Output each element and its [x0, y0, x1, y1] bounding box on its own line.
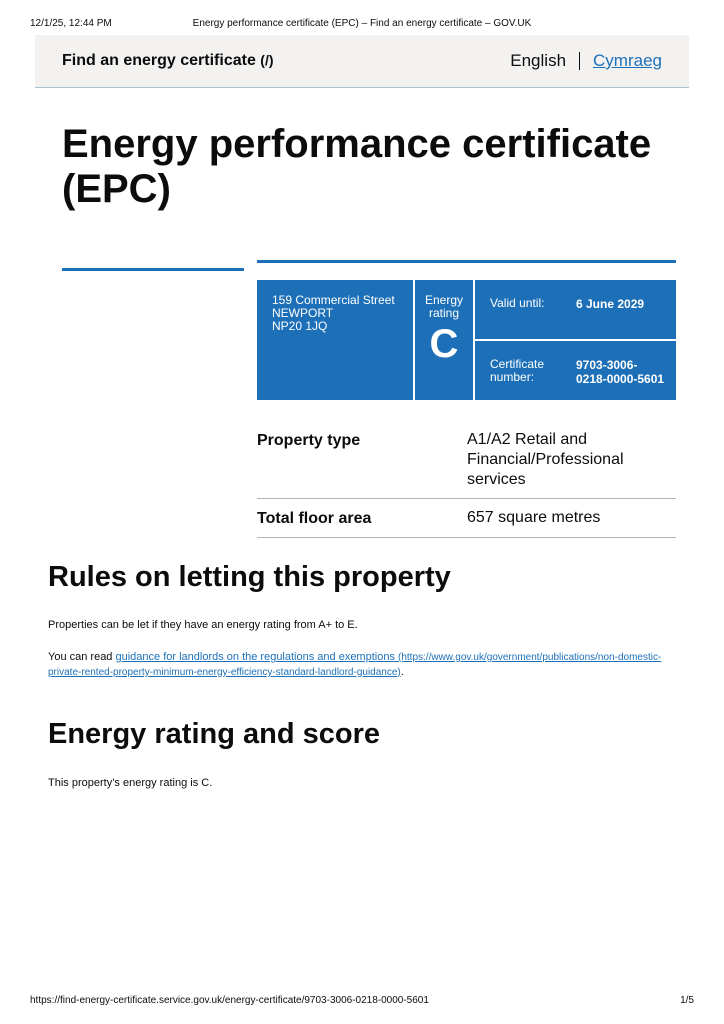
- guidance-link-url: (https://www.gov.uk/government/publications/non-domestic-private-rented-property-minimum-energy-efficiency-standard-landlord-guidance): [48, 652, 662, 678]
- guidance-link[interactable]: [48, 651, 661, 678]
- page-title: Energy performance certificate (EPC): [62, 122, 652, 211]
- rating-letter: C: [429, 322, 459, 366]
- energy-rating-heading: Energy rating and score: [48, 718, 380, 750]
- valid-until-value: 6 June 2029: [576, 297, 645, 311]
- lang-welsh-link[interactable]: Cymraeg: [593, 51, 662, 70]
- property-details: [257, 420, 676, 538]
- guidance-prefix: You can read: [48, 651, 116, 663]
- floor-area-value: 657 square metres: [467, 509, 601, 526]
- energy-rating-box: [415, 280, 473, 400]
- site-header: [35, 35, 689, 88]
- floor-area-label: Total floor area: [257, 510, 372, 527]
- lang-separator: [579, 52, 580, 70]
- property-type-value: A1/A2 Retail and Financial/Professional services: [467, 431, 624, 488]
- certificate-number-box: [475, 341, 676, 400]
- address-line-3: NP20 1JQ: [272, 319, 328, 333]
- print-datetime: 12/1/25, 12:44 PM: [30, 18, 112, 29]
- service-name-link[interactable]: [62, 52, 274, 70]
- certificate-summary: [257, 280, 676, 400]
- address-line-1: 159 Commercial Street: [272, 293, 395, 307]
- right-divider: [257, 260, 676, 263]
- property-type-row: [257, 420, 676, 499]
- guidance-suffix: .: [400, 666, 404, 678]
- certificate-number-label: [490, 358, 544, 384]
- lang-english: English: [510, 51, 567, 70]
- service-name: Find an energy certificate: [62, 52, 256, 69]
- property-type-label: Property type: [257, 432, 361, 449]
- floor-area-row: [257, 499, 676, 538]
- print-url: https://find-energy-certificate.service.gov.uk/energy-certificate/9703-3006-0218-0000-5601: [30, 995, 429, 1006]
- letting-paragraph: Properties can be let if they have an energy rating from A+ to E.: [48, 619, 358, 631]
- rating-label-2: rating: [428, 306, 460, 320]
- rating-label-1: Energy: [424, 293, 464, 307]
- print-doc-title: Energy performance certificate (EPC) – Find an energy certificate – GOV.UK: [192, 18, 532, 29]
- letting-heading: Rules on letting this property: [48, 561, 451, 593]
- valid-until-label: Valid until:: [490, 296, 545, 310]
- print-page-number: 1/5: [680, 995, 694, 1006]
- language-switcher: [510, 51, 662, 71]
- guidance-link-text: guidance for landlords on the regulations and exemptions: [115, 651, 395, 663]
- certificate-number-value: 9703-3006-0218-0000-5601: [576, 358, 665, 386]
- guidance-paragraph: [48, 650, 668, 680]
- certificate-label-1: Certificate: [490, 357, 545, 371]
- address-line-2: NEWPORT: [272, 306, 334, 320]
- valid-until-box: [475, 280, 676, 339]
- property-address: [257, 280, 413, 400]
- service-path: (/): [260, 52, 274, 68]
- energy-rating-paragraph: This property’s energy rating is C.: [48, 777, 213, 789]
- certificate-label-2: number:: [490, 370, 535, 384]
- left-divider: [62, 268, 244, 271]
